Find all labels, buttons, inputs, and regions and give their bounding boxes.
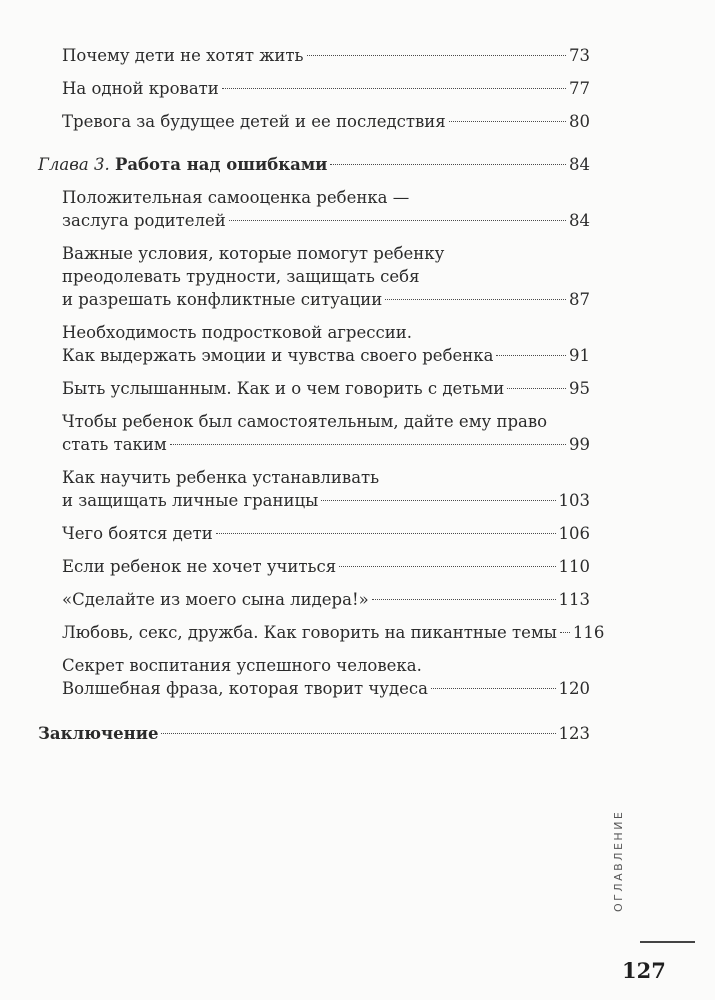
page-number: 127 [622, 958, 666, 983]
toc-entry-line [62, 588, 590, 611]
toc-entry-line [62, 288, 590, 311]
dot-leader [161, 733, 555, 734]
toc-entry-text: Волшебная фраза, которая творит чудеса [62, 679, 428, 698]
page-ref: 84 [569, 211, 590, 230]
chapter-heading [38, 153, 327, 176]
dot-leader [330, 164, 566, 165]
page-ref: 106 [558, 524, 590, 543]
page-ref: 91 [569, 346, 590, 365]
toc-entry [38, 110, 590, 133]
toc-chapter [38, 153, 590, 176]
toc-entry [38, 466, 590, 512]
page-ref: 77 [569, 79, 590, 98]
dot-leader [216, 533, 556, 534]
page-ref: 99 [569, 435, 590, 454]
toc-entry-text: стать таким [62, 435, 167, 454]
toc-entry-text: Важные условия, которые помогут ребенку [62, 244, 445, 263]
dot-leader [449, 121, 566, 122]
dot-leader [385, 299, 566, 300]
dot-leader [170, 444, 566, 445]
toc-entry-line [62, 555, 590, 578]
dot-leader [560, 632, 570, 633]
page-ref: 103 [558, 491, 590, 510]
toc-entry-line [62, 677, 590, 700]
toc-entry-line [62, 522, 590, 545]
divider [640, 941, 695, 943]
toc-entry [38, 410, 590, 456]
toc-entry-text: «Сделайте из моего сына лидера!» [62, 590, 369, 609]
toc-entry [38, 621, 605, 644]
toc-entry-line [62, 489, 590, 512]
page-ref: 80 [569, 112, 590, 131]
dot-leader [321, 500, 555, 501]
toc-entry-line [62, 209, 590, 232]
chapter-title: Работа над ошибками [114, 155, 328, 174]
toc-entry-line [62, 377, 590, 400]
toc-entry-text: Чтобы ребенок был самостоятельным, дайте ему право [62, 412, 548, 431]
page-ref: 87 [569, 290, 590, 309]
page-ref: 120 [558, 679, 590, 698]
dot-leader [431, 688, 556, 689]
toc-entry-line [38, 153, 590, 176]
toc-entry [38, 321, 590, 367]
toc-entry-line [62, 110, 590, 133]
toc-entry [38, 522, 590, 545]
toc-entry-text: На одной кровати [62, 79, 219, 98]
page-ref: 84 [569, 155, 590, 174]
toc-entry-line [62, 77, 590, 100]
dot-leader [339, 566, 555, 567]
toc-entry-line [62, 433, 590, 456]
toc-entry-line [38, 722, 590, 745]
toc-entry-line [62, 344, 590, 367]
toc-entry-text: Любовь, секс, дружба. Как говорить на пикантные темы [62, 623, 557, 642]
dot-leader [222, 88, 566, 89]
toc-entry-text: Необходимость подростковой агрессии. [62, 323, 412, 342]
toc-entry-text: и защищать личные границы [62, 491, 319, 510]
toc-entry-text: заслуга родителей [62, 211, 226, 230]
toc-entry [38, 44, 590, 67]
chapter-label: Глава 3. [38, 155, 110, 174]
toc-entry-text: Чего боятся дети [62, 524, 213, 543]
dot-leader [507, 388, 566, 389]
toc-entry-line [62, 621, 605, 644]
toc-entry-text: Заключение [38, 724, 159, 743]
toc-entry-text: Как научить ребенка устанавливать [62, 468, 380, 487]
dot-leader [372, 599, 556, 600]
toc-entry-text: Как выдержать эмоции и чувства своего ребенка [62, 346, 494, 365]
toc-entry [38, 77, 590, 100]
dot-leader [229, 220, 566, 221]
page-ref: 113 [558, 590, 590, 609]
dot-leader [496, 355, 566, 356]
toc-entry-text: Положительная самооценка ребенка — [62, 188, 410, 207]
page-ref: 110 [558, 557, 590, 576]
page-ref: 95 [569, 379, 590, 398]
toc-entry-text: Почему дети не хотят жить [62, 46, 304, 65]
toc-conclusion [38, 722, 590, 745]
toc-entry-text: преодолевать трудности, защищать себя [62, 267, 420, 286]
toc-entry [38, 588, 590, 611]
toc-entry [38, 242, 590, 311]
toc-entry-text: Быть услышанным. Как и о чем говорить с детьми [62, 379, 505, 398]
toc-entry-text: Если ребенок не хочет учиться [62, 557, 337, 576]
toc-entry [38, 186, 590, 232]
section-label: ОГЛАВЛЕНИЕ [612, 809, 625, 912]
toc-entry-line [62, 44, 590, 67]
toc-entry-text: Секрет воспитания успешного человека. [62, 656, 422, 675]
page-ref: 116 [572, 623, 605, 642]
dot-leader [307, 55, 566, 56]
page-ref: 123 [558, 724, 590, 743]
toc-entry [38, 654, 590, 700]
toc-entry-text: Тревога за будущее детей и ее последствия [62, 112, 446, 131]
toc-entry-text: и разрешать конфликтные ситуации [62, 290, 383, 309]
toc-entry [38, 555, 590, 578]
page-ref: 73 [569, 46, 590, 65]
toc-entry [38, 377, 590, 400]
table-of-contents [38, 44, 605, 755]
